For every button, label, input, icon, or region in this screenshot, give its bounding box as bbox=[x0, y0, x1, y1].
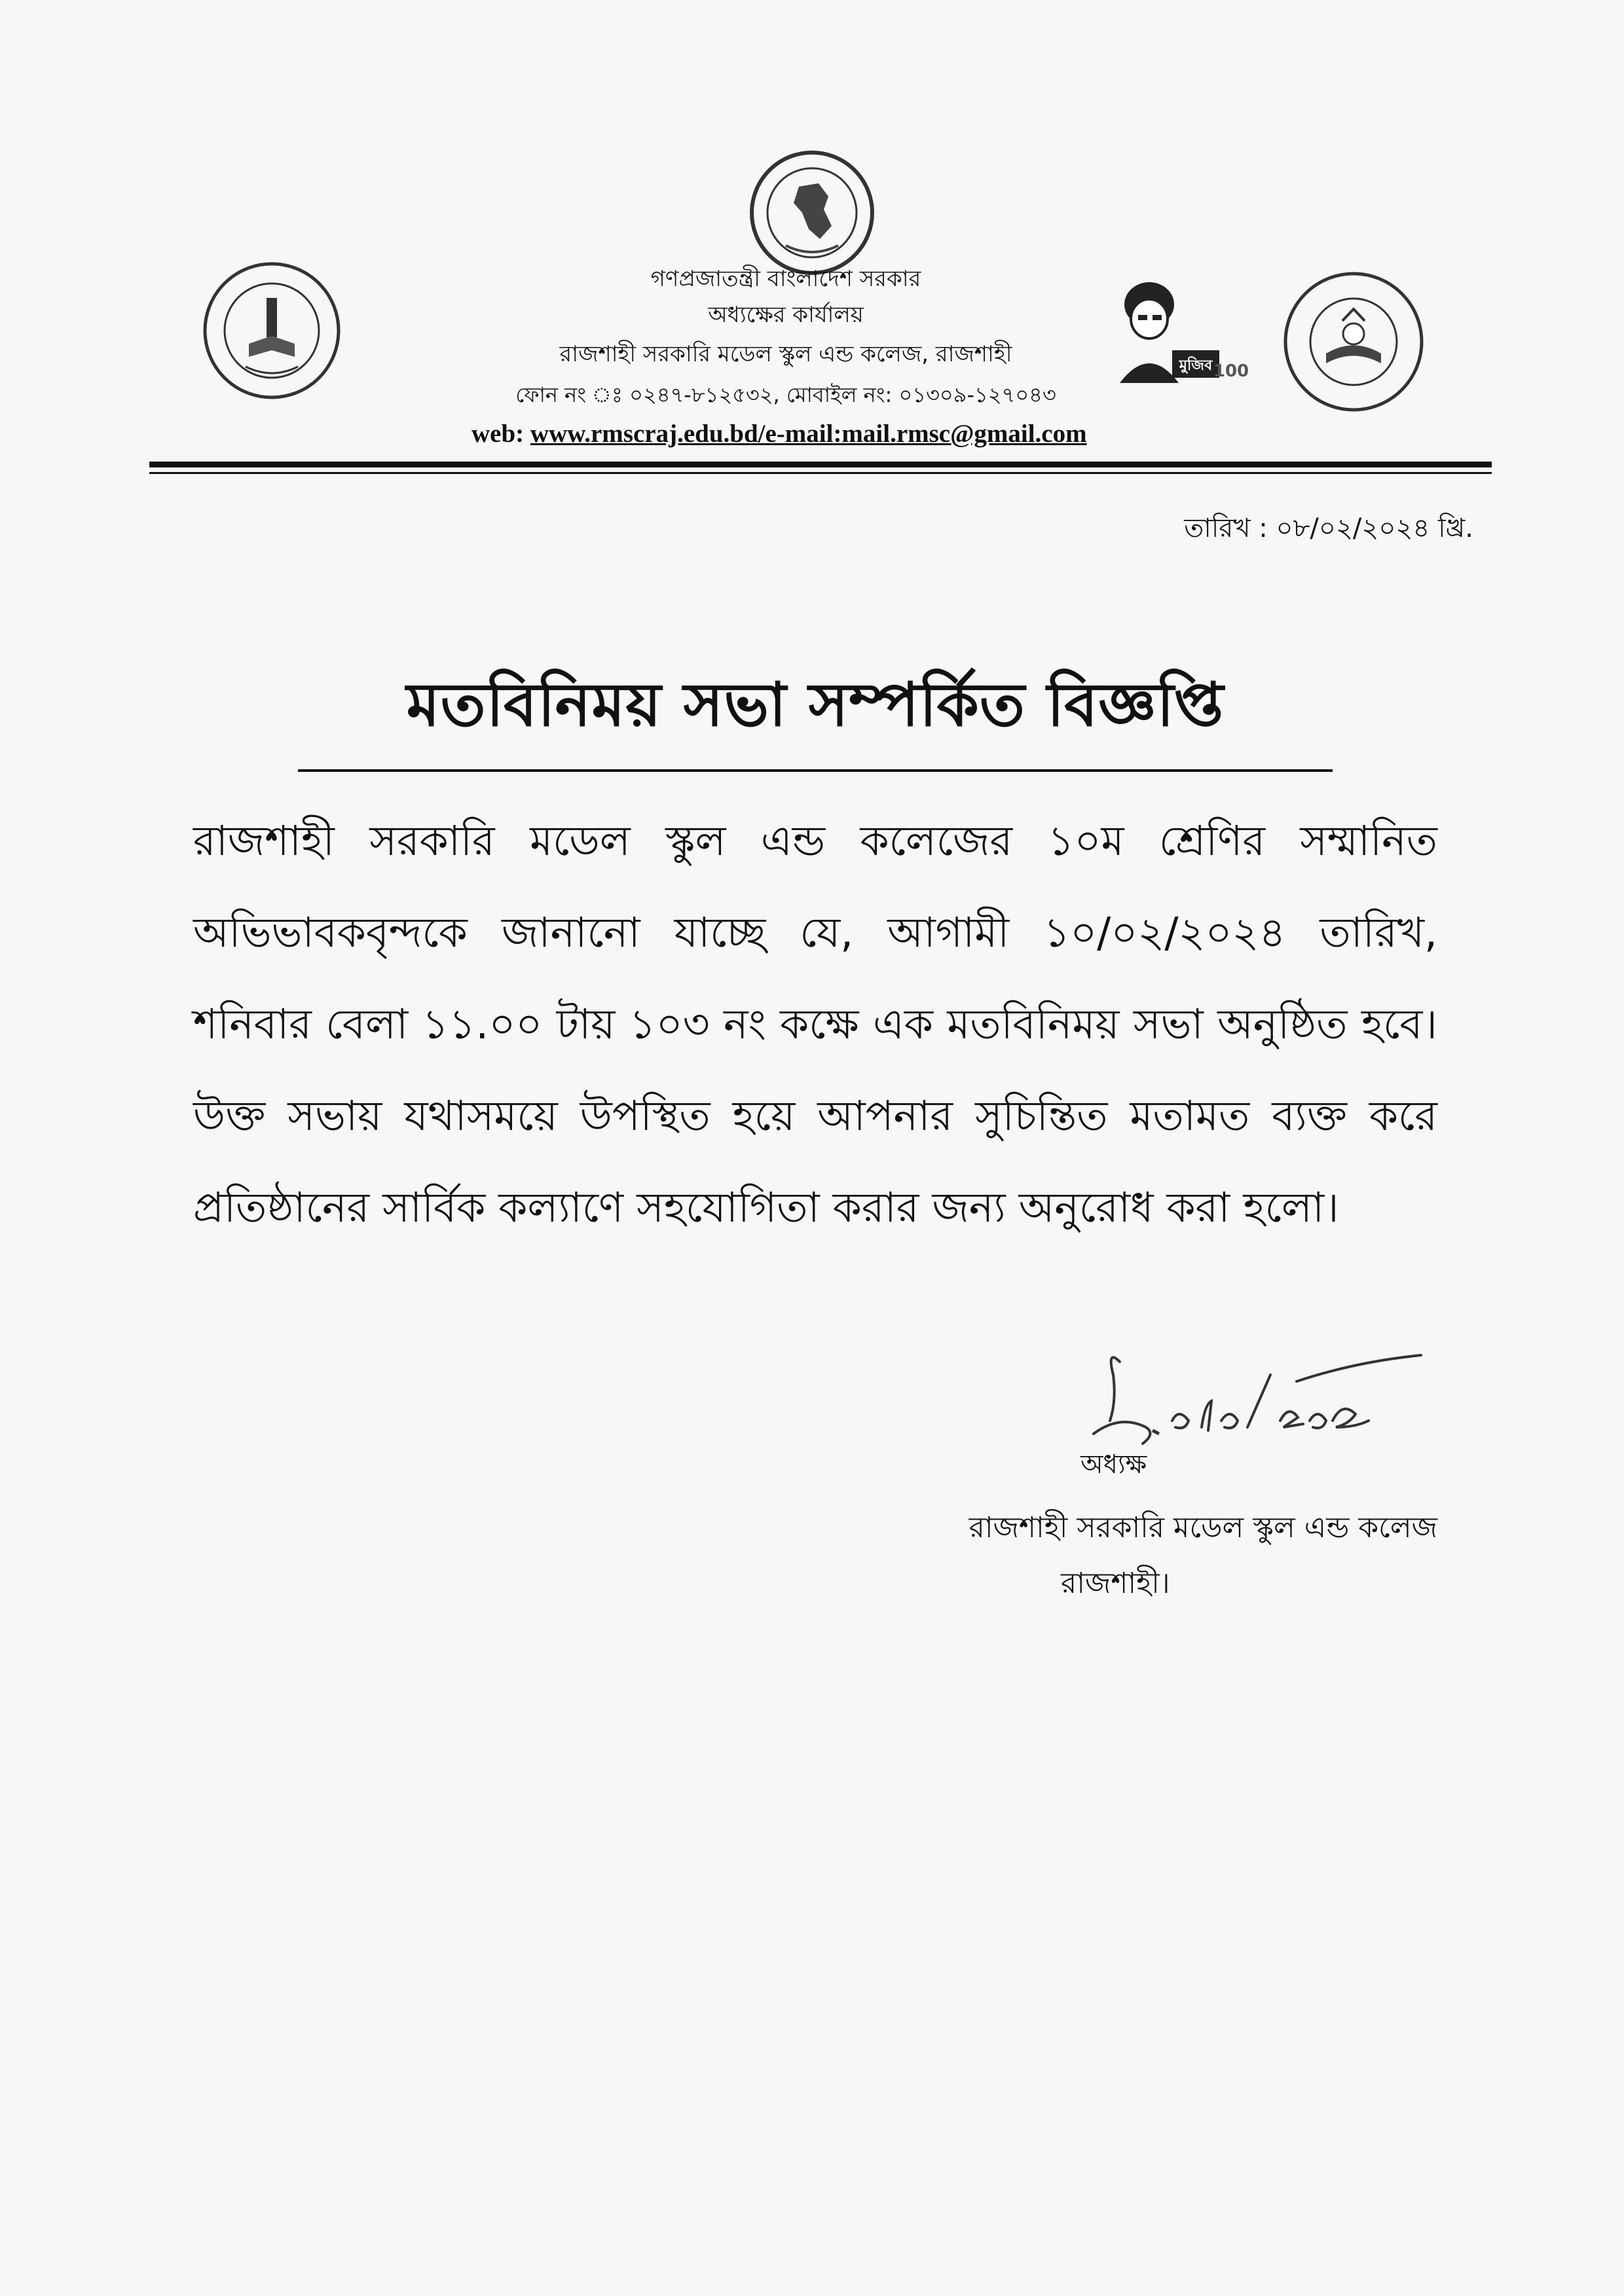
school-crest-icon bbox=[200, 259, 344, 403]
office-name: অধ্যক্ষের কার্যালয় bbox=[708, 302, 864, 328]
mujib-borsho-100-icon bbox=[1100, 272, 1257, 386]
web-email-line bbox=[471, 419, 1270, 448]
government-name: গণপ্রজাতন্ত্রী বাংলাদেশ সরকার bbox=[650, 266, 921, 292]
phone-numbers: ফোন নং ঃ ০২৪৭-৮১২৫৩২, মোবাইল নং: ০১৩০৯-১২৭০৪৩ bbox=[515, 382, 1056, 407]
shikkha-niye-gorbo-desh-icon bbox=[1280, 268, 1428, 416]
bangladesh-government-seal-icon bbox=[747, 147, 877, 278]
header-divider-thin bbox=[149, 472, 1492, 474]
header-divider-thick bbox=[149, 462, 1492, 467]
notice-date: তারিখ : ০৮/০২/২০২৪ খ্রি. bbox=[1184, 513, 1473, 543]
svg-text:100: 100 bbox=[1213, 361, 1249, 381]
signatory-organization: রাজশাহী সরকারি মডেল স্কুল এন্ড কলেজ bbox=[969, 1511, 1437, 1544]
school-name: রাজশাহী সরকারি মডেল স্কুল এন্ড কলেজ, রাজশাহী bbox=[559, 341, 1012, 367]
signatory-city: রাজশাহী। bbox=[1061, 1567, 1170, 1600]
notice-body: রাজশাহী সরকারি মডেল স্কুল এন্ড কলেজের ১০ম শ্রেণির সম্মানিত অভিভাবকবৃন্দকে জানানো যাচ্ছে যে, আগামী ১০/০২/২০২৪ তারিখ, শনিবার বেলা ১১.০০ টায় ১০৩ নং কক্ষে এক মতবিনিময় সভা অনুষ্ঠিত হবে। উক্ত সভায় যথাসময়ে উপস্থিত হয়ে আপনার সুচিন্তিত মতামত ব্যক্ত করে প্রতিষ্ঠানের সার্বিক কল্যাণে সহযোগিতা করার জন্য অনুরোধ করা হলো। bbox=[193, 817, 1437, 1231]
website-email-link[interactable]: www.rmscraj.edu.bd/e-mail:mail.rmsc@gmail.com bbox=[530, 420, 1087, 448]
notice-title: মতবিনিময় সভা সম্পর্কিত বিজ্ঞপ্তি bbox=[298, 658, 1333, 772]
web-prefix: web: bbox=[471, 420, 530, 448]
svg-text:মুজিব: মুজিব bbox=[1179, 357, 1213, 374]
signatory-designation: অধ্যক্ষ bbox=[1080, 1449, 1147, 1480]
